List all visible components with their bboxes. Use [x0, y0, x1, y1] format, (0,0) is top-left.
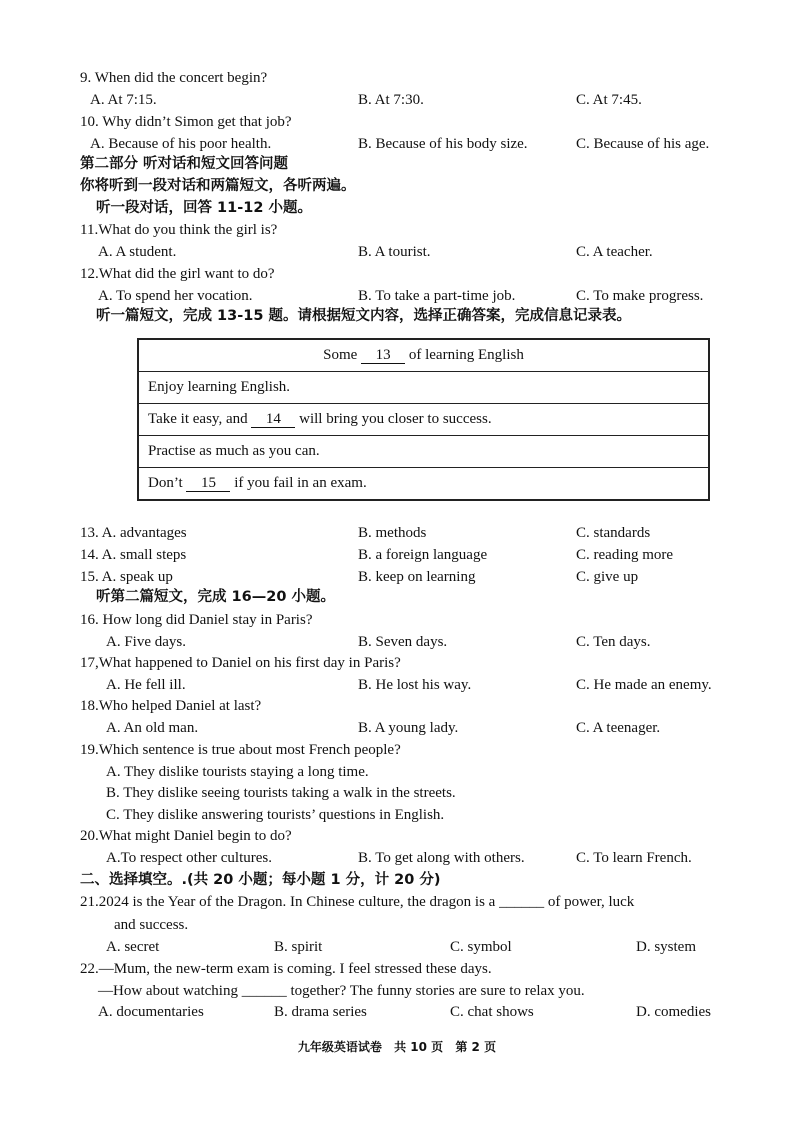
answer-option: B. To take a part-time job.: [358, 288, 516, 304]
table-cell-text-end: if you fail in an exam.: [230, 475, 367, 491]
answer-option: B. spirit: [274, 939, 323, 955]
answer-option: A. At 7:15.: [90, 92, 157, 108]
question-text: 19.Which sentence is true about most French people?: [80, 742, 401, 758]
answer-option: D. comedies: [636, 1004, 711, 1020]
answer-option: B. Because of his body size.: [358, 136, 528, 152]
section-instruction: 第二部分 听对话和短文回答问题: [80, 156, 289, 172]
answer-option: A. Because of his poor health.: [90, 136, 272, 152]
answer-option: B. drama series: [274, 1004, 367, 1020]
page-footer: [0, 1038, 794, 1055]
answer-option: A. Five days.: [106, 634, 186, 650]
question-text: and success.: [114, 917, 189, 933]
answer-option: 13. A. advantages: [80, 525, 187, 541]
section-instruction: 听一段对话，回答 11-12 小题。: [96, 200, 312, 216]
answer-option: A. He fell ill.: [106, 677, 186, 693]
question-text: 21.2024 is the Year of the Dragon. In Chinese culture, the dragon is a ______ of power, luck: [80, 894, 635, 910]
answer-option: B. He lost his way.: [358, 677, 472, 693]
table-header-text-end: of learning English: [405, 347, 524, 363]
table-header-cell: [138, 339, 709, 372]
answer-option: C. reading more: [576, 547, 674, 563]
answer-option: 15. A. speak up: [80, 569, 173, 585]
question-text: 16. How long did Daniel stay in Paris?: [80, 612, 313, 628]
answer-option: A. To spend her vocation.: [98, 288, 253, 304]
question-text: 11.What do you think the girl is?: [80, 222, 278, 238]
answer-option: B. A young lady.: [358, 720, 459, 736]
answer-option: C. standards: [576, 525, 651, 541]
answer-option: 14. A. small steps: [80, 547, 187, 563]
question-text: 22.—Mum, the new-term exam is coming. I feel stressed these days.: [80, 961, 492, 977]
answer-option: A. secret: [106, 939, 160, 955]
table-row: [138, 404, 709, 436]
answer-option: C. To make progress.: [576, 288, 704, 304]
answer-option: B. Seven days.: [358, 634, 448, 650]
blank-15: 15: [186, 475, 230, 492]
footer-page-number: 第 2 页: [455, 1040, 497, 1054]
answer-option: C. symbol: [450, 939, 512, 955]
table-header-row: [138, 339, 709, 372]
blank-14: 14: [251, 411, 295, 428]
question-text: 10. Why didn’t Simon get that job?: [80, 114, 292, 130]
information-record-table: [137, 338, 710, 501]
table-row: [138, 372, 709, 404]
table-cell-text: Take it easy, and: [148, 411, 252, 427]
footer-course: 九年级英语试卷: [297, 1040, 382, 1054]
question-text: C. They dislike answering tourists’ questions in English.: [106, 807, 445, 823]
table-header-text: Some: [323, 347, 362, 363]
section-instruction: 你将听到一段对话和两篇短文，各听两遍。: [80, 178, 356, 194]
table-cell: [138, 468, 709, 501]
question-text: A. They dislike tourists staying a long time.: [106, 764, 369, 780]
question-text: 18.Who helped Daniel at last?: [80, 698, 262, 714]
blank-13: 13: [361, 347, 405, 364]
table-row: [138, 468, 709, 501]
table-cell-text: Practise as much as you can.: [148, 443, 320, 459]
table-row: [138, 436, 709, 468]
question-text: 20.What might Daniel begin to do?: [80, 828, 292, 844]
answer-option: A. A student.: [98, 244, 177, 260]
footer-total-pages: 共 10 页: [394, 1040, 444, 1054]
question-text: 12.What did the girl want to do?: [80, 266, 275, 282]
answer-option: C. At 7:45.: [576, 92, 642, 108]
table-cell: [138, 436, 709, 468]
answer-option: B. At 7:30.: [358, 92, 424, 108]
section-instruction: 听一篇短文，完成 13-15 题。请根据短文内容，选择正确答案，完成信息记录表。: [96, 308, 631, 324]
answer-option: C. A teacher.: [576, 244, 653, 260]
section-instruction: 二、选择填空。.(共 20 小题；每小题 1 分，计 20 分): [80, 872, 441, 888]
section-instruction: 听第二篇短文，完成 16—20 小题。: [96, 589, 335, 605]
question-text: —How about watching ______ together? The funny stories are sure to relax you.: [98, 983, 585, 999]
answer-option: D. system: [636, 939, 696, 955]
answer-option: C. Ten days.: [576, 634, 651, 650]
table-cell-text: Enjoy learning English.: [148, 379, 291, 395]
answer-option: B. To get along with others.: [358, 850, 525, 866]
question-text: 17,What happened to Daniel on his first day in Paris?: [80, 655, 401, 671]
answer-option: C. To learn French.: [576, 850, 692, 866]
answer-option: B. A tourist.: [358, 244, 431, 260]
answer-option: B. methods: [358, 525, 427, 541]
answer-option: B. a foreign language: [358, 547, 488, 563]
answer-option: B. keep on learning: [358, 569, 476, 585]
question-text: 9. When did the concert begin?: [80, 70, 268, 86]
answer-option: C. Because of his age.: [576, 136, 710, 152]
answer-option: C. give up: [576, 569, 639, 585]
table-cell: [138, 372, 709, 404]
answer-option: C. chat shows: [450, 1004, 534, 1020]
table-cell-text: Don’t: [148, 475, 187, 491]
answer-option: A. An old man.: [106, 720, 199, 736]
answer-option: C. He made an enemy.: [576, 677, 712, 693]
table-cell-text-end: will bring you closer to success.: [295, 411, 492, 427]
answer-option: A.To respect other cultures.: [106, 850, 272, 866]
answer-option: A. documentaries: [98, 1004, 204, 1020]
question-text: B. They dislike seeing tourists taking a walk in the streets.: [106, 785, 456, 801]
table-cell: [138, 404, 709, 436]
answer-option: C. A teenager.: [576, 720, 661, 736]
